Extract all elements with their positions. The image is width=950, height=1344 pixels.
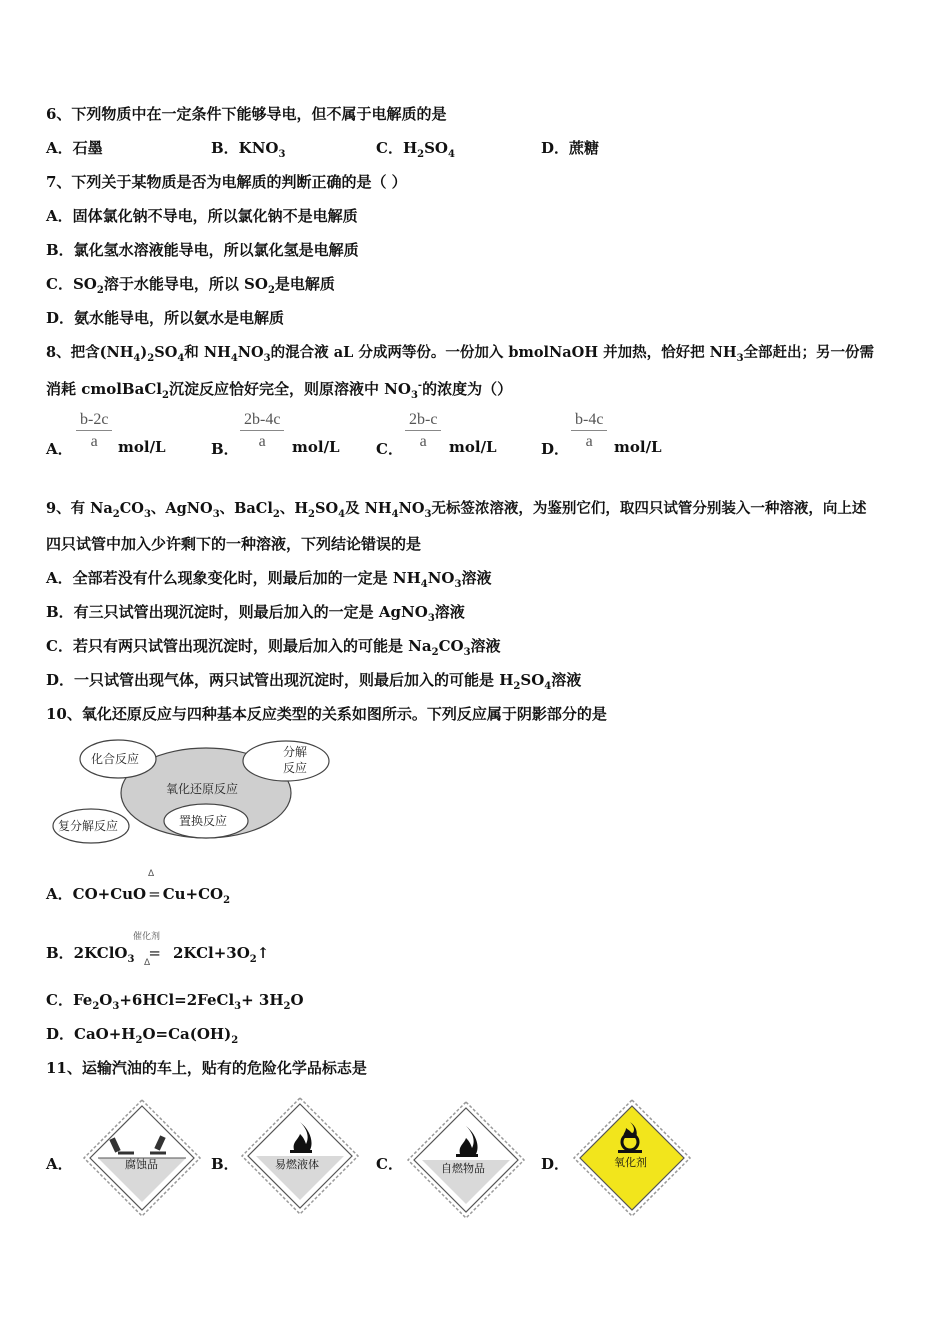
corrosive-hazard-sign: [82, 1098, 202, 1218]
q6-option-b: B．$KNO_3$: [211, 139, 286, 160]
q11-stem: 11、运输汽油的车上，贴有的危险化学品标志是: [46, 1059, 367, 1077]
q7-option-b: B．氯化氢水溶液能导电，所以氯化氢是电解质: [46, 241, 359, 259]
q7-option-a: A．固体氯化钠不导电，所以氯化钠不是电解质: [46, 207, 358, 225]
venn-label-redox: 氧化还原反应: [166, 782, 239, 796]
q8-option-a-letter: A．: [46, 440, 73, 458]
spontaneous-combustible-label: 自燃物品: [441, 1162, 485, 1175]
q11-option-d-letter: D．: [541, 1155, 570, 1173]
q10-option-a: A．$CO+CuO = Cu+CO_2$: [46, 885, 231, 906]
q8-option-b-fraction: $\frac{2b-4c}{a}$: [240, 410, 284, 453]
q11-option-b-letter: B．: [211, 1155, 239, 1173]
q10-a-heat-sign: Δ: [148, 869, 155, 879]
spontaneously-combustible-hazard-sign: [406, 1100, 526, 1220]
q8-option-a-fraction: $\frac{b-2c}{a}$: [76, 410, 112, 453]
q8-option-c-unit: mol/L: [449, 438, 497, 456]
q7-option-c: C．$SO_2$溶于水能导电，所以 $SO_2$是电解质: [46, 275, 335, 296]
venn-label-decomposition-2: 反应: [283, 761, 308, 775]
venn-label-double: 复分解反应: [58, 819, 119, 833]
q9-option-d: D．一只试管出现气体，两只试管出现沉淀时，则最后加入的可能是 $H_2SO_4$溶液: [46, 671, 582, 692]
q9-stem-line2: 四只试管中加入少许剩下的一种溶液，下列结论错误的是: [46, 535, 422, 553]
q10-b-heat-sign: Δ: [144, 958, 151, 968]
q9-option-b: B．有三只试管出现沉淀时，则最后加入的一定是 AgNO$_3$溶液: [46, 603, 465, 624]
q8-option-c-fraction: $\frac{2b-c}{a}$: [405, 410, 441, 453]
q8-stem-line2: 消耗 cmolBaCl$_2$沉淀反应恰好完全，则原溶液中 $NO_3^-$的浓度为（）: [46, 380, 513, 401]
q9-stem-line1: 9、有 $Na_2CO_3$、AgNO$_3$、BaCl$_2$、$H_2SO_4$及 $NH_4NO_3$无标签浓溶液，为鉴别它们，取四只试管分别装入一种溶液，向上述: [46, 500, 867, 520]
q8-option-d-letter: D．: [541, 440, 570, 458]
corrosive-label: 腐蚀品: [125, 1158, 158, 1171]
q8-option-c-letter: C．: [376, 440, 403, 458]
venn-label-decomposition-1: 分解: [283, 745, 308, 759]
oxidizer-hazard-sign: [572, 1098, 692, 1218]
reaction-venn-diagram: [46, 735, 336, 850]
oxidizer-label: 氧化剂: [614, 1156, 647, 1169]
q8-stem-line1: 8、把含$(NH_4)_2SO_4$和 $NH_4NO_3$的混合液 aL 分成两等份。一份加入 bmolNaOH 并加热，恰好把 $NH_3$全部赶出；另一份需: [46, 344, 875, 364]
q11-option-c-letter: C．: [376, 1155, 403, 1173]
q10-option-d: D．$CaO+H_2O=Ca(OH)_2$: [46, 1025, 239, 1046]
q6-option-c: C．$H_2SO_4$: [376, 139, 455, 160]
venn-label-combination: 化合反应: [91, 752, 140, 766]
flammable-liquid-label: 易燃液体: [275, 1158, 319, 1171]
venn-label-displacement: 置换反应: [179, 814, 228, 828]
q8-option-b-unit: mol/L: [292, 438, 340, 456]
q8-option-b-letter: B．: [211, 440, 239, 458]
q10-option-b: B．2KClO$_3$ = $2KCl+3O_2↑$: [46, 944, 270, 965]
q7-option-d: D．氨水能导电，所以氨水是电解质: [46, 309, 285, 327]
q8-option-d-fraction: $\frac{b-4c}{a}$: [571, 410, 607, 453]
q9-option-a: A．全部若没有什么现象变化时，则最后加的一定是 $NH_4NO_3$溶液: [46, 569, 492, 590]
flammable-liquid-hazard-sign: [240, 1096, 360, 1216]
q6-option-a: A．石墨: [46, 139, 103, 157]
q7-stem: 7、下列关于某物质是否为电解质的判断正确的是（ ）: [46, 173, 407, 191]
q6-stem: 6、下列物质中在一定条件下能够导电，但不属于电解质的是: [46, 105, 447, 123]
q11-option-a-letter: A．: [46, 1155, 73, 1173]
q8-option-d-unit: mol/L: [614, 438, 662, 456]
q10-option-c: C．$Fe_2O_3+6HCl=2FeCl_3+ 3H_2O$: [46, 991, 304, 1012]
q10-stem: 10、氧化还原反应与四种基本反应类型的关系如图所示。下列反应属于阴影部分的是: [46, 705, 607, 723]
q10-b-catalyst: 催化剂: [133, 932, 161, 942]
q6-option-d: D．蔗糖: [541, 139, 600, 157]
q8-option-a-unit: mol/L: [118, 438, 166, 456]
q9-option-c: C．若只有两只试管出现沉淀时，则最后加入的可能是 $Na_2CO_3$溶液: [46, 637, 501, 658]
